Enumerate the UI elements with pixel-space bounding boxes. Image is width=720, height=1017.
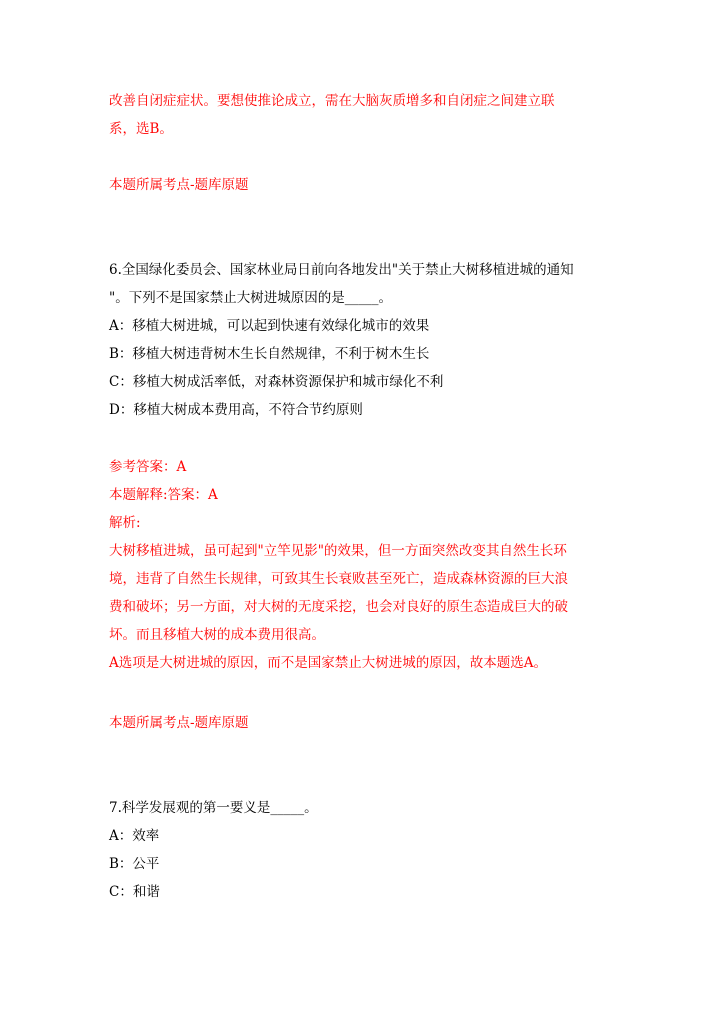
question-6-answer bbox=[109, 453, 609, 677]
question-6-source bbox=[109, 709, 609, 737]
option-c: C：和谐 bbox=[109, 884, 160, 900]
option-b: B：移植大树违背树木生长自然规律，不利于树木生长 bbox=[109, 346, 430, 362]
explanation-line: 改善自闭症症状。要想使推论成立，需在大脑灰质增多和自闭症之间建立联 bbox=[109, 93, 555, 109]
option-b: B：公平 bbox=[109, 856, 160, 872]
analysis-label: 解析: bbox=[109, 515, 141, 531]
option-c: C：移植大树成活率低，对森林资源保护和城市绿化不利 bbox=[109, 374, 444, 390]
analysis-line: A选项是大树进城的原因，而不是国家禁止大树进城的原因，故本题选A。 bbox=[109, 655, 547, 671]
question-7 bbox=[109, 794, 609, 906]
analysis-line: 境，违背了自然生长规律，可致其生长衰败甚至死亡，造成森林资源的巨大浪 bbox=[109, 571, 568, 587]
question-stem-line: 7.科学发展观的第一要义是_____。 bbox=[109, 800, 318, 816]
analysis-line: 大树移植进城，虽可起到"立竿见影"的效果，但一方面突然改变其自然生长环 bbox=[109, 543, 567, 559]
source-label: 本题所属考点-题库原题 bbox=[109, 177, 249, 193]
question-stem-line: "。下列不是国家禁止大树进城原因的是_____。 bbox=[109, 290, 392, 306]
reference-answer: 参考答案：A bbox=[109, 459, 187, 475]
option-a: A：效率 bbox=[109, 828, 160, 844]
analysis-line: 费和破坏；另一方面，对大树的无度采挖，也会对良好的原生态造成巨大的破 bbox=[109, 599, 568, 615]
source-label: 本题所属考点-题库原题 bbox=[109, 715, 249, 731]
explanation-answer: 本题解释:答案：A bbox=[109, 487, 218, 503]
question-stem-line: 6.全国绿化委员会、国家林业局日前向各地发出"关于禁止大树移植进城的通知 bbox=[109, 262, 574, 278]
option-d: D：移植大树成本费用高，不符合节约原则 bbox=[109, 402, 363, 418]
option-a: A：移植大树进城，可以起到快速有效绿化城市的效果 bbox=[109, 318, 430, 334]
analysis-line: 坏。而且移植大树的成本费用很高。 bbox=[109, 627, 325, 643]
prev-source-label bbox=[109, 171, 609, 199]
explanation-line: 系，选B。 bbox=[109, 121, 173, 137]
question-6 bbox=[109, 256, 609, 424]
prev-explanation bbox=[109, 87, 609, 143]
